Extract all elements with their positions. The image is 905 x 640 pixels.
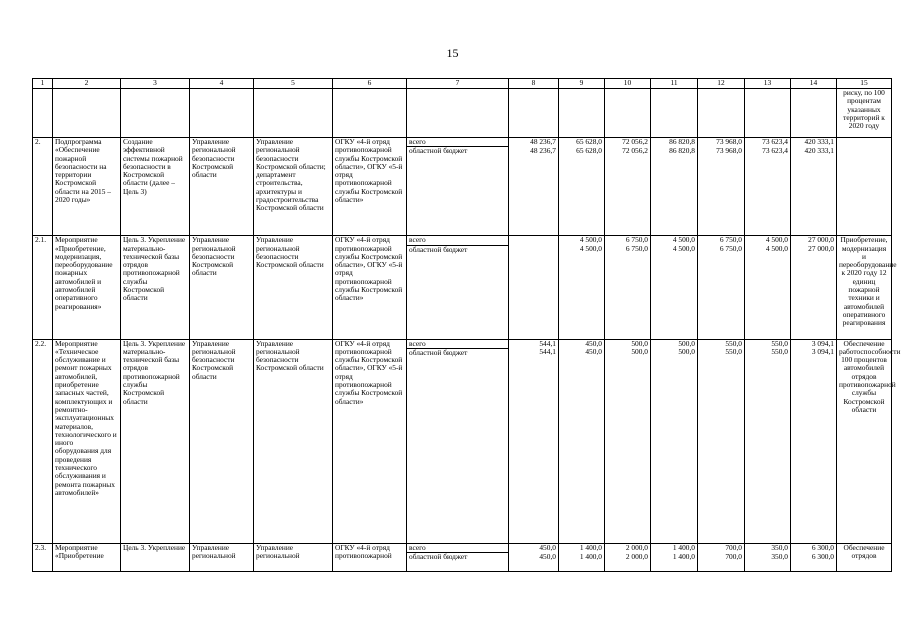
table-row — [33, 339, 892, 348]
measure-name: Мероприятие «Приобретение — [53, 543, 121, 571]
value-cell: 4 500,0 — [559, 245, 605, 339]
measure-name: Мероприятие «Техническое обслуживание и ремонт пожарных автомобилей, приобретение запасных частей, комплектующих и ремонтно-эксплуатационных материалов, технологического и иного оборудования для проведения технического обслуживания и ремонта пожарных автомобилей» — [53, 339, 121, 543]
column-number: 11 — [651, 79, 698, 89]
column-number: 1 — [33, 79, 53, 89]
customer-cell: Управление региональной — [254, 543, 333, 571]
column-number: 10 — [605, 79, 651, 89]
row-number: 2.1. — [33, 236, 53, 339]
value-cell: 544,1 — [509, 339, 559, 348]
value-cell: 73 623,4 — [745, 147, 791, 236]
value-cell: 350,0 — [745, 543, 791, 552]
value-cell: 65 628,0 — [559, 147, 605, 236]
value-cell: 4 500,0 — [559, 236, 605, 245]
result-cell: риску, по 100 процентам указанных территорий к 2020 году — [837, 89, 892, 138]
value-cell: 450,0 — [559, 339, 605, 348]
value-cell: 4 500,0 — [651, 236, 698, 245]
value-cell: 550,0 — [745, 348, 791, 543]
customer-cell: Управление региональной безопасности Костромской области; департамент строительства, архитектуры и градостроительства Костромской области — [254, 138, 333, 236]
value-cell: 500,0 — [651, 348, 698, 543]
executor-cell: ОГКУ «4-й отряд противопожарной — [333, 543, 407, 571]
value-cell: 4 500,0 — [651, 245, 698, 339]
result-cell — [837, 138, 892, 236]
source-total: всего — [407, 543, 509, 552]
value-cell: 48 236,7 — [509, 147, 559, 236]
value-cell: 500,0 — [605, 348, 651, 543]
value-cell: 450,0 — [509, 543, 559, 552]
value-cell: 1 400,0 — [559, 543, 605, 552]
value-cell: 420 333,1 — [791, 147, 837, 236]
column-number: 2 — [53, 79, 121, 89]
value-cell: 1 400,0 — [651, 543, 698, 552]
column-number: 13 — [745, 79, 791, 89]
coordinator-cell: Управление региональной — [190, 543, 254, 571]
value-cell: 6 750,0 — [605, 245, 651, 339]
customer-cell: Управление региональной безопасности Костромской области — [254, 339, 333, 543]
source-budget: областной бюджет — [407, 553, 509, 572]
value-cell: 6 300,0 — [791, 543, 837, 552]
source-budget: областной бюджет — [407, 245, 509, 339]
program-table — [32, 78, 901, 572]
value-cell: 700,0 — [698, 543, 745, 552]
goal-cell: Цель 3. Укрепление материально-технической базы отрядов противопожарной службы Костромской области — [121, 339, 190, 543]
value-cell: 420 333,1 — [791, 138, 837, 147]
executor-cell: ОГКУ «4-й отряд противопожарной службы Костромской области», ОГКУ «5-й отряд противопожарной службы Костромской области» — [333, 339, 407, 543]
value-cell: 4 500,0 — [745, 236, 791, 245]
source-total: всего — [407, 236, 509, 245]
table-row — [33, 236, 892, 245]
value-cell: 500,0 — [605, 339, 651, 348]
coordinator-cell: Управление региональной безопасности Костромской области — [190, 236, 254, 339]
value-cell: 65 628,0 — [559, 138, 605, 147]
value-cell: 450,0 — [509, 553, 559, 572]
row-number: 2. — [33, 138, 53, 236]
value-cell: 86 820,8 — [651, 147, 698, 236]
executor-cell: ОГКУ «4-й отряд противопожарной службы Костромской области», ОГКУ «5-й отряд противопожарной службы Костромской области» — [333, 138, 407, 236]
value-cell: 350,0 — [745, 553, 791, 572]
page-number: 15 — [446, 46, 459, 60]
value-cell: 2 000,0 — [605, 543, 651, 552]
value-cell: 48 236,7 — [509, 138, 559, 147]
column-number: 12 — [698, 79, 745, 89]
goal-cell: Создание эффективной системы пожарной безопасности в Костромской области (далее – Цель 3) — [121, 138, 190, 236]
row-number: 2.2. — [33, 339, 53, 543]
value-cell: 700,0 — [698, 553, 745, 572]
value-cell: 550,0 — [745, 339, 791, 348]
value-cell: 86 820,8 — [651, 138, 698, 147]
value-cell: 27 000,0 — [791, 236, 837, 245]
result-cell: Приобретение, модернизация и переоборудование к 2020 году 12 единиц пожарной техники и автомобилей оперативного реагирования — [837, 236, 892, 339]
column-number: 3 — [121, 79, 190, 89]
value-cell: 6 750,0 — [605, 236, 651, 245]
executor-cell: ОГКУ «4-й отряд противопожарной службы Костромской области», ОГКУ «5-й отряд противопожарной службы Костромской области» — [333, 236, 407, 339]
goal-cell: Цель 3. Укрепление — [121, 543, 190, 571]
value-cell: 6 750,0 — [698, 236, 745, 245]
value-cell — [509, 236, 559, 245]
value-cell: 544,1 — [509, 348, 559, 543]
measure-name: Подпрограмма «Обеспечение пожарной безопасности на территории Костромской области на 2015 – 2020 годы» — [53, 138, 121, 236]
value-cell: 1 400,0 — [559, 553, 605, 572]
row-number: 2.3. — [33, 543, 53, 571]
value-cell: 3 094,1 — [791, 339, 837, 348]
value-cell: 550,0 — [698, 339, 745, 348]
column-number: 4 — [190, 79, 254, 89]
value-cell: 27 000,0 — [791, 245, 837, 339]
value-cell: 73 968,0 — [698, 147, 745, 236]
value-cell: 500,0 — [651, 339, 698, 348]
source-total: всего — [407, 339, 509, 348]
column-number: 5 — [254, 79, 333, 89]
column-number: 6 — [333, 79, 407, 89]
value-cell: 550,0 — [698, 348, 745, 543]
goal-cell: Цель 3. Укрепление материально-технической базы отрядов противопожарной службы Костромской области — [121, 236, 190, 339]
value-cell: 72 056,2 — [605, 138, 651, 147]
customer-cell: Управление региональной безопасности Костромской области — [254, 236, 333, 339]
column-number: 14 — [791, 79, 837, 89]
value-cell: 450,0 — [559, 348, 605, 543]
value-cell: 3 094,1 — [791, 348, 837, 543]
column-number: 8 — [509, 79, 559, 89]
continuation-row — [33, 89, 892, 138]
source-total: всего — [407, 138, 509, 147]
value-cell: 4 500,0 — [745, 245, 791, 339]
value-cell: 6 300,0 — [791, 553, 837, 572]
source-budget: областной бюджет — [407, 147, 509, 236]
value-cell: 2 000,0 — [605, 553, 651, 572]
coordinator-cell: Управление региональной безопасности Костромской области — [190, 339, 254, 543]
column-number: 9 — [559, 79, 605, 89]
result-cell: Обеспечение работоспособности 100 процентов автомобилей отрядов противопожарной службы Костромской области — [837, 339, 892, 543]
value-cell: 72 056,2 — [605, 147, 651, 236]
value-cell: 73 623,4 — [745, 138, 791, 147]
result-cell: Обеспечение отрядов — [837, 543, 892, 571]
source-budget: областной бюджет — [407, 348, 509, 543]
value-cell: 73 968,0 — [698, 138, 745, 147]
measure-name: Мероприятие «Приобретение, модернизация, переоборудование пожарных автомобилей и автомобилей оперативного реагирования» — [53, 236, 121, 339]
value-cell: 1 400,0 — [651, 553, 698, 572]
column-number-row — [33, 79, 892, 89]
value-cell — [509, 245, 559, 339]
column-number: 7 — [407, 79, 509, 89]
value-cell: 6 750,0 — [698, 245, 745, 339]
column-number: 15 — [837, 79, 892, 89]
coordinator-cell: Управление региональной безопасности Костромской области — [190, 138, 254, 236]
